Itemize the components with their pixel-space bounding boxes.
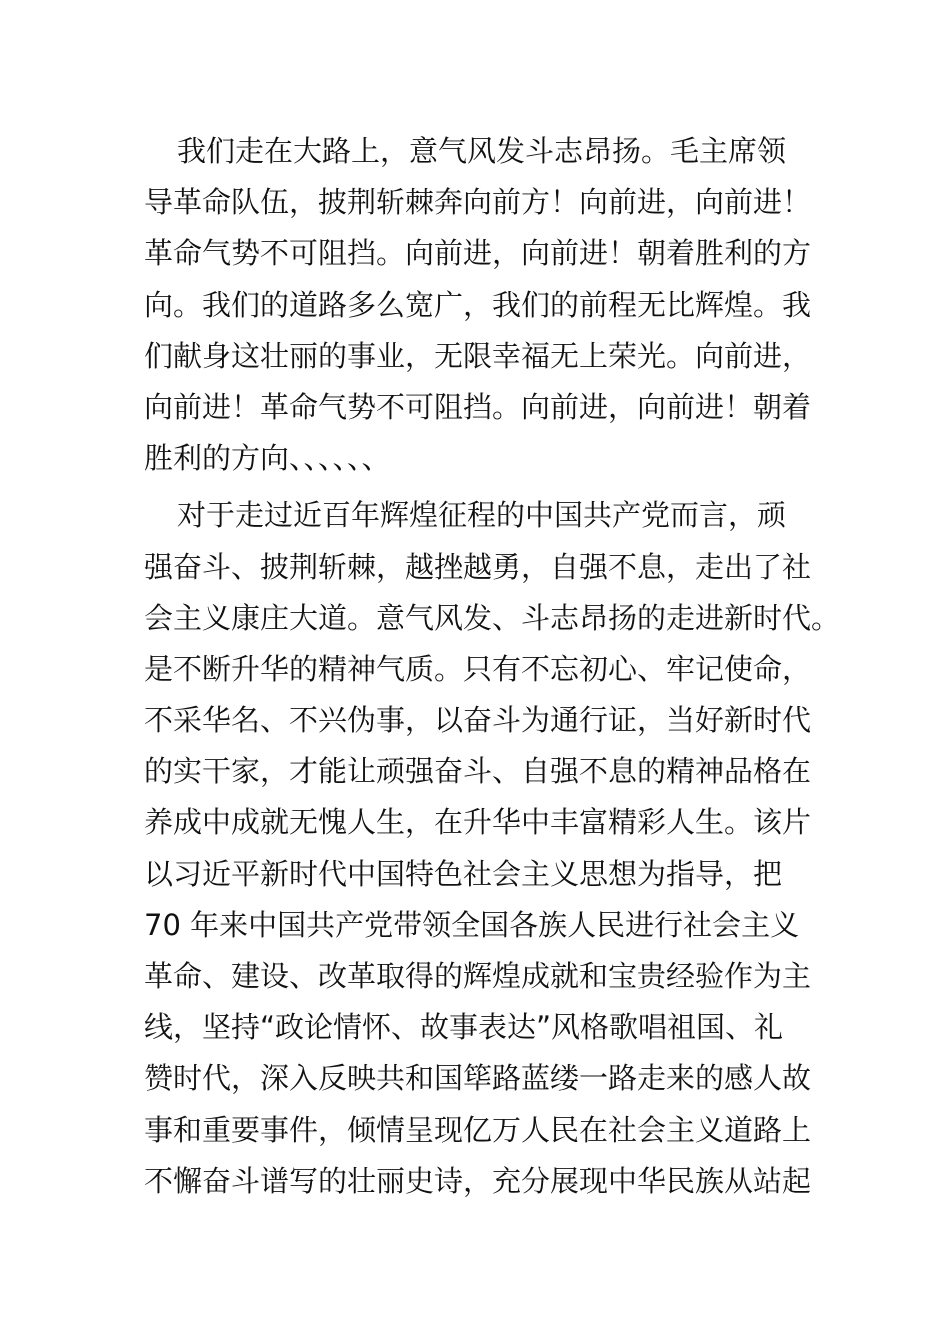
text-line: 是不断升华的精神气质。只有不忘初心、牢记使命， bbox=[144, 651, 812, 686]
text-line: 强奋斗、披荆斩棘，越挫越勇，自强不息，走出了社 bbox=[144, 549, 812, 584]
document-body bbox=[144, 126, 841, 1258]
paragraph-2 bbox=[144, 490, 841, 1258]
text-line: 胜利的方向、、、、、、 bbox=[144, 441, 391, 476]
text-line: 们献身这壮丽的事业，无限幸福无上荣光。向前进， bbox=[144, 338, 812, 373]
text-line: 赞时代，深入反映共和国筚路蓝缕一路走来的感人故 bbox=[144, 1061, 812, 1096]
text-line: 革命气势不可阻挡。向前进，向前进！朝着胜利的方 bbox=[144, 236, 812, 271]
text-line: 70 年来中国共产党带领全国各族人民进行社会主义 bbox=[144, 907, 800, 942]
text-line: 不采华名、不兴伪事，以奋斗为通行证，当好新时代 bbox=[144, 703, 812, 738]
text-line bbox=[144, 1207, 824, 1258]
text-line: 线，坚持“政论情怀、故事表达”风格歌唱祖国、礼 bbox=[144, 1010, 784, 1045]
text-line: 向。我们的道路多么宽广，我们的前程无比辉煌。我 bbox=[144, 287, 812, 322]
text-line: 向前进！革命气势不可阻挡。向前进，向前进！朝着 bbox=[144, 389, 812, 424]
text-line: 导革命队伍，披荆斩棘奔向前方！向前进，向前进！ bbox=[144, 185, 812, 220]
text-line: 以习近平新时代中国特色社会主义思想为指导，把 bbox=[144, 856, 783, 891]
text-line: 事和重要事件，倾情呈现亿万人民在社会主义道路上 bbox=[144, 1112, 812, 1147]
text-line: 革命、建设、改革取得的辉煌成就和宝贵经验作为主 bbox=[144, 959, 812, 993]
text-line: 不懈奋斗谱写的壮丽史诗，充分展现中华民族从站起 bbox=[144, 1163, 812, 1198]
text-line: 我们走在大路上，意气风发斗志昂扬。毛主席领 bbox=[177, 134, 787, 168]
text-line: 会主义康庄大道。意气风发、斗志昂扬的走进新时代。 bbox=[144, 600, 841, 635]
text-line: 的实干家，才能让顽强奋斗、自强不息的精神品格在 bbox=[144, 754, 812, 789]
text-line: 对于走过近百年辉煌征程的中国共产党而言，顽 bbox=[177, 498, 787, 533]
paragraph-1 bbox=[144, 126, 824, 484]
text-line: 养成中成就无愧人生，在升华中丰富精彩人生。该片 bbox=[144, 805, 812, 840]
